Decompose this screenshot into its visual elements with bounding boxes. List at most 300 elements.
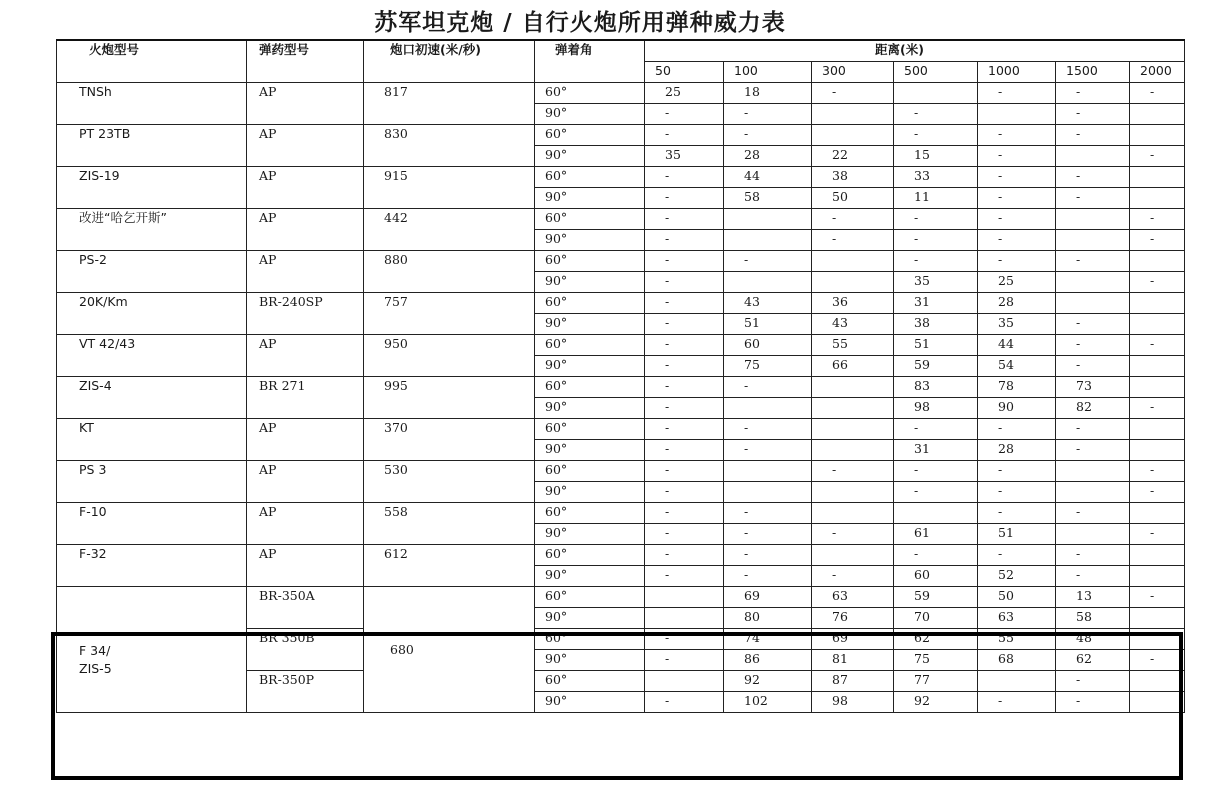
table-row: [57, 125, 1185, 146]
gun-model-cell: PT 23TB: [57, 125, 247, 167]
penetration-value-cell: [1130, 293, 1185, 314]
penetration-value-cell: -: [978, 188, 1056, 209]
penetration-value-cell: 82: [1056, 398, 1130, 419]
penetration-value-cell: -: [645, 356, 724, 377]
penetration-value-cell: -: [1056, 335, 1130, 356]
penetration-value-cell: [1130, 167, 1185, 188]
header-distance: 距离(米): [645, 40, 1185, 62]
penetration-value-cell: 86: [724, 650, 812, 671]
impact-angle-cell: 90°: [535, 356, 645, 377]
impact-angle-cell: 90°: [535, 146, 645, 167]
penetration-value-cell: 77: [894, 671, 978, 692]
penetration-value-cell: 102: [724, 692, 812, 713]
gun-model-line-1: F 34/: [79, 642, 111, 658]
penetration-value-cell: -: [645, 251, 724, 272]
impact-angle-cell: 60°: [535, 503, 645, 524]
table-row: [57, 167, 1185, 188]
ammo-type-cell: AP: [247, 419, 364, 461]
page-title: 苏军坦克炮 / 自行火炮所用弹种威力表: [374, 10, 786, 36]
penetration-value-cell: -: [1056, 251, 1130, 272]
penetration-value-cell: 76: [812, 608, 894, 629]
penetration-value-cell: 48: [1056, 629, 1130, 650]
penetration-value-cell: -: [978, 461, 1056, 482]
penetration-value-cell: [1130, 566, 1185, 587]
penetration-value-cell: 50: [812, 188, 894, 209]
penetration-value-cell: [812, 419, 894, 440]
penetration-value-cell: 28: [978, 440, 1056, 461]
penetration-value-cell: -: [645, 461, 724, 482]
penetration-value-cell: -: [978, 419, 1056, 440]
penetration-value-cell: -: [645, 293, 724, 314]
penetration-value-cell: [645, 587, 724, 608]
penetration-value-cell: 28: [978, 293, 1056, 314]
ammo-type-cell: BR 350B: [247, 629, 364, 671]
penetration-value-cell: 33: [894, 167, 978, 188]
table-body: [57, 83, 1185, 713]
penetration-value-cell: -: [978, 482, 1056, 503]
penetration-value-cell: -: [645, 167, 724, 188]
impact-angle-cell: 60°: [535, 83, 645, 104]
penetration-value-cell: -: [812, 83, 894, 104]
penetration-value-cell: -: [645, 545, 724, 566]
penetration-value-cell: 52: [978, 566, 1056, 587]
gun-model-cell: ZIS-19: [57, 167, 247, 209]
range-500: 500: [894, 62, 978, 83]
penetration-value-cell: -: [645, 482, 724, 503]
muzzle-velocity-cell: 442: [364, 209, 535, 251]
impact-angle-cell: 60°: [535, 377, 645, 398]
penetration-value-cell: [1056, 146, 1130, 167]
penetration-value-cell: 25: [645, 83, 724, 104]
penetration-value-cell: -: [812, 524, 894, 545]
ammo-type-cell: AP: [247, 83, 364, 125]
penetration-value-cell: -: [645, 209, 724, 230]
penetration-value-cell: -: [1056, 419, 1130, 440]
penetration-value-cell: -: [1056, 692, 1130, 713]
gun-model-cell: F-32: [57, 545, 247, 587]
penetration-value-cell: [1056, 209, 1130, 230]
penetration-value-cell: -: [894, 419, 978, 440]
impact-angle-cell: 90°: [535, 482, 645, 503]
gun-model-cell: 20K/Km: [57, 293, 247, 335]
table-row: [57, 251, 1185, 272]
penetration-value-cell: -: [1130, 650, 1185, 671]
penetration-value-cell: [978, 671, 1056, 692]
table-row: [57, 419, 1185, 440]
penetration-value-cell: [1130, 356, 1185, 377]
penetration-value-cell: -: [1056, 83, 1130, 104]
ammo-type-cell: AP: [247, 545, 364, 587]
penetration-value-cell: 81: [812, 650, 894, 671]
penetration-value-cell: [894, 503, 978, 524]
penetration-value-cell: -: [1056, 125, 1130, 146]
impact-angle-cell: 90°: [535, 650, 645, 671]
penetration-value-cell: -: [1130, 524, 1185, 545]
impact-angle-cell: 60°: [535, 629, 645, 650]
range-300: 300: [812, 62, 894, 83]
penetration-value-cell: [645, 671, 724, 692]
muzzle-velocity-cell: 830: [364, 125, 535, 167]
gun-model-line-2: ZIS-5: [79, 660, 112, 676]
penetration-value-cell: 75: [724, 356, 812, 377]
penetration-value-cell: 66: [812, 356, 894, 377]
penetration-value-cell: [894, 83, 978, 104]
penetration-value-cell: -: [894, 545, 978, 566]
penetration-value-cell: [724, 482, 812, 503]
impact-angle-cell: 90°: [535, 272, 645, 293]
penetration-value-cell: 38: [894, 314, 978, 335]
table-row: [57, 209, 1185, 230]
penetration-value-cell: [1056, 482, 1130, 503]
impact-angle-cell: 90°: [535, 566, 645, 587]
impact-angle-cell: 60°: [535, 125, 645, 146]
impact-angle-cell: 60°: [535, 545, 645, 566]
penetration-value-cell: [1130, 377, 1185, 398]
table-row: [57, 587, 1185, 608]
penetration-value-cell: -: [812, 230, 894, 251]
ammo-type-cell: BR-350P: [247, 671, 364, 713]
gun-model-cell: KT: [57, 419, 247, 461]
penetration-value-cell: 83: [894, 377, 978, 398]
penetration-value-cell: [812, 545, 894, 566]
penetration-value-cell: -: [1130, 335, 1185, 356]
penetration-value-cell: -: [1130, 587, 1185, 608]
impact-angle-cell: 90°: [535, 608, 645, 629]
penetration-value-cell: -: [1056, 104, 1130, 125]
penetration-value-cell: [1056, 293, 1130, 314]
header-ammo: 弹药型号: [247, 40, 364, 83]
penetration-value-cell: 43: [724, 293, 812, 314]
penetration-value-cell: 44: [724, 167, 812, 188]
penetration-value-cell: 50: [978, 587, 1056, 608]
penetration-value-cell: [812, 503, 894, 524]
penetration-value-cell: 58: [724, 188, 812, 209]
penetration-value-cell: -: [645, 650, 724, 671]
penetration-value-cell: [812, 125, 894, 146]
range-2000: 2000: [1130, 62, 1185, 83]
penetration-value-cell: [812, 440, 894, 461]
muzzle-velocity-cell: 612: [364, 545, 535, 587]
penetration-value-cell: -: [1056, 545, 1130, 566]
penetration-value-cell: [1130, 314, 1185, 335]
penetration-value-cell: -: [812, 209, 894, 230]
muzzle-velocity-cell: 370: [364, 419, 535, 461]
penetration-value-cell: 59: [894, 587, 978, 608]
penetration-value-cell: 38: [812, 167, 894, 188]
penetration-value-cell: 80: [724, 608, 812, 629]
penetration-value-cell: -: [724, 125, 812, 146]
ammo-type-cell: AP: [247, 125, 364, 167]
penetration-value-cell: -: [894, 104, 978, 125]
penetration-value-cell: 98: [812, 692, 894, 713]
penetration-value-cell: 25: [978, 272, 1056, 293]
penetration-value-cell: [724, 209, 812, 230]
impact-angle-cell: 60°: [535, 461, 645, 482]
penetration-value-cell: -: [978, 209, 1056, 230]
impact-angle-cell: 60°: [535, 671, 645, 692]
penetration-value-cell: 13: [1056, 587, 1130, 608]
penetration-value-cell: 43: [812, 314, 894, 335]
penetration-value-cell: 61: [894, 524, 978, 545]
penetration-value-cell: -: [1130, 230, 1185, 251]
penetration-value-cell: -: [978, 251, 1056, 272]
penetration-value-cell: -: [894, 209, 978, 230]
penetration-value-cell: [645, 608, 724, 629]
penetration-value-cell: -: [978, 692, 1056, 713]
penetration-value-cell: -: [645, 398, 724, 419]
penetration-value-cell: -: [978, 545, 1056, 566]
penetration-value-cell: 28: [724, 146, 812, 167]
ammo-type-cell: AP: [247, 209, 364, 251]
penetration-value-cell: -: [724, 503, 812, 524]
penetration-value-cell: 63: [812, 587, 894, 608]
penetration-value-cell: 31: [894, 440, 978, 461]
penetration-value-cell: [1130, 440, 1185, 461]
table-row: [57, 83, 1185, 104]
penetration-value-cell: -: [645, 377, 724, 398]
penetration-value-cell: [812, 104, 894, 125]
penetration-value-cell: -: [645, 629, 724, 650]
ammo-type-cell: BR-350A: [247, 587, 364, 629]
impact-angle-cell: 90°: [535, 104, 645, 125]
ammo-type-cell: BR 271: [247, 377, 364, 419]
penetration-value-cell: [1130, 503, 1185, 524]
penetration-value-cell: -: [645, 230, 724, 251]
penetration-value-cell: 36: [812, 293, 894, 314]
penetration-value-cell: -: [978, 146, 1056, 167]
penetration-value-cell: [724, 398, 812, 419]
muzzle-velocity-cell: 817: [364, 83, 535, 125]
penetration-value-cell: 35: [978, 314, 1056, 335]
penetration-value-cell: 15: [894, 146, 978, 167]
impact-angle-cell: 60°: [535, 209, 645, 230]
penetration-value-cell: -: [1056, 566, 1130, 587]
penetration-value-cell: -: [724, 524, 812, 545]
penetration-value-cell: -: [978, 167, 1056, 188]
penetration-value-cell: 92: [724, 671, 812, 692]
penetration-value-cell: 62: [1056, 650, 1130, 671]
penetration-value-cell: [1130, 125, 1185, 146]
impact-angle-cell: 60°: [535, 335, 645, 356]
penetration-value-cell: -: [1130, 398, 1185, 419]
penetration-value-cell: -: [724, 440, 812, 461]
penetration-value-cell: 75: [894, 650, 978, 671]
penetration-value-cell: [1056, 461, 1130, 482]
penetration-value-cell: -: [1130, 272, 1185, 293]
penetration-value-cell: 35: [645, 146, 724, 167]
penetration-value-cell: -: [724, 251, 812, 272]
penetration-value-cell: [1130, 251, 1185, 272]
penetration-value-cell: -: [645, 272, 724, 293]
penetration-value-cell: 31: [894, 293, 978, 314]
penetration-value-cell: 62: [894, 629, 978, 650]
penetration-value-cell: [1056, 524, 1130, 545]
penetration-value-cell: -: [724, 545, 812, 566]
range-100: 100: [724, 62, 812, 83]
penetration-value-cell: 58: [1056, 608, 1130, 629]
penetration-value-cell: 51: [894, 335, 978, 356]
header-velocity: 炮口初速(米/秒): [364, 40, 535, 83]
range-50: 50: [645, 62, 724, 83]
muzzle-velocity-cell: 950: [364, 335, 535, 377]
penetration-value-cell: -: [645, 419, 724, 440]
penetration-value-cell: -: [894, 482, 978, 503]
impact-angle-cell: 90°: [535, 230, 645, 251]
penetration-value-cell: 55: [978, 629, 1056, 650]
penetration-value-cell: 51: [724, 314, 812, 335]
penetration-value-cell: -: [1056, 314, 1130, 335]
penetration-value-cell: [1130, 545, 1185, 566]
penetration-value-cell: 60: [894, 566, 978, 587]
penetration-value-cell: [978, 104, 1056, 125]
penetration-value-cell: -: [1130, 461, 1185, 482]
header-gun: 火炮型号: [57, 40, 247, 83]
penetration-value-cell: 18: [724, 83, 812, 104]
penetration-value-cell: -: [812, 461, 894, 482]
penetration-value-cell: -: [645, 566, 724, 587]
penetration-value-cell: -: [645, 503, 724, 524]
penetration-value-cell: [724, 230, 812, 251]
penetration-table: [56, 39, 1185, 713]
penetration-value-cell: 44: [978, 335, 1056, 356]
penetration-value-cell: -: [894, 461, 978, 482]
penetration-value-cell: -: [724, 104, 812, 125]
penetration-value-cell: 69: [812, 629, 894, 650]
penetration-value-cell: -: [645, 524, 724, 545]
impact-angle-cell: 90°: [535, 524, 645, 545]
penetration-value-cell: -: [645, 188, 724, 209]
impact-angle-cell: 60°: [535, 419, 645, 440]
penetration-value-cell: -: [1056, 188, 1130, 209]
table-row: [57, 503, 1185, 524]
gun-model-cell: PS 3: [57, 461, 247, 503]
ammo-type-cell: AP: [247, 167, 364, 209]
penetration-value-cell: -: [1130, 146, 1185, 167]
table-row: [57, 377, 1185, 398]
table-row: [57, 545, 1185, 566]
table-header: [57, 40, 1185, 83]
ammo-type-cell: AP: [247, 503, 364, 545]
penetration-value-cell: 74: [724, 629, 812, 650]
penetration-value-cell: -: [894, 230, 978, 251]
penetration-value-cell: [812, 398, 894, 419]
muzzle-velocity-cell: 558: [364, 503, 535, 545]
penetration-value-cell: 54: [978, 356, 1056, 377]
penetration-value-cell: -: [1056, 167, 1130, 188]
penetration-value-cell: [1130, 188, 1185, 209]
penetration-value-cell: -: [1130, 83, 1185, 104]
penetration-value-cell: -: [645, 440, 724, 461]
penetration-value-cell: 68: [978, 650, 1056, 671]
penetration-value-cell: -: [978, 125, 1056, 146]
penetration-value-cell: -: [1056, 671, 1130, 692]
range-1000: 1000: [978, 62, 1056, 83]
penetration-value-cell: [1130, 692, 1185, 713]
header-angle: 弹着角: [535, 40, 645, 83]
penetration-value-cell: 35: [894, 272, 978, 293]
ammo-type-cell: AP: [247, 461, 364, 503]
penetration-value-cell: -: [894, 125, 978, 146]
impact-angle-cell: 60°: [535, 293, 645, 314]
penetration-value-cell: [812, 377, 894, 398]
penetration-value-cell: -: [645, 314, 724, 335]
muzzle-velocity-cell: 915: [364, 167, 535, 209]
penetration-value-cell: [1130, 104, 1185, 125]
penetration-value-cell: 98: [894, 398, 978, 419]
impact-angle-cell: 90°: [535, 188, 645, 209]
penetration-value-cell: 73: [1056, 377, 1130, 398]
penetration-value-cell: [1130, 608, 1185, 629]
penetration-value-cell: -: [645, 335, 724, 356]
ammo-type-cell: BR-240SP: [247, 293, 364, 335]
range-1500: 1500: [1056, 62, 1130, 83]
penetration-value-cell: -: [978, 503, 1056, 524]
gun-model-cell: VT 42/43: [57, 335, 247, 377]
penetration-value-cell: [724, 272, 812, 293]
muzzle-velocity-cell: 757: [364, 293, 535, 335]
penetration-value-cell: -: [645, 125, 724, 146]
penetration-value-cell: [1130, 419, 1185, 440]
penetration-value-cell: -: [1056, 440, 1130, 461]
penetration-value-cell: -: [1056, 356, 1130, 377]
muzzle-velocity-cell: 530: [364, 461, 535, 503]
impact-angle-cell: 90°: [535, 398, 645, 419]
penetration-value-cell: -: [978, 230, 1056, 251]
muzzle-velocity-cell: 680: [364, 587, 535, 713]
penetration-value-cell: 92: [894, 692, 978, 713]
gun-model-cell: [57, 587, 247, 713]
table-row: [57, 335, 1185, 356]
muzzle-velocity-cell: 995: [364, 377, 535, 419]
impact-angle-cell: 60°: [535, 167, 645, 188]
muzzle-velocity-cell: 880: [364, 251, 535, 293]
impact-angle-cell: 90°: [535, 440, 645, 461]
penetration-value-cell: -: [894, 251, 978, 272]
penetration-value-cell: -: [1056, 503, 1130, 524]
table-row: [57, 293, 1185, 314]
penetration-value-cell: 22: [812, 146, 894, 167]
ammo-type-cell: AP: [247, 251, 364, 293]
impact-angle-cell: 90°: [535, 314, 645, 335]
penetration-value-cell: 63: [978, 608, 1056, 629]
penetration-value-cell: -: [978, 83, 1056, 104]
penetration-value-cell: -: [645, 104, 724, 125]
penetration-value-cell: 78: [978, 377, 1056, 398]
gun-model-cell: 改进“哈乞开斯”: [57, 209, 247, 251]
penetration-value-cell: [812, 482, 894, 503]
penetration-value-cell: -: [724, 419, 812, 440]
penetration-value-cell: -: [724, 566, 812, 587]
ammo-type-cell: AP: [247, 335, 364, 377]
impact-angle-cell: 90°: [535, 692, 645, 713]
penetration-value-cell: [1056, 230, 1130, 251]
table-row: [57, 461, 1185, 482]
penetration-value-cell: 11: [894, 188, 978, 209]
penetration-value-cell: 60: [724, 335, 812, 356]
penetration-value-cell: [1130, 671, 1185, 692]
penetration-value-cell: 90: [978, 398, 1056, 419]
penetration-value-cell: -: [645, 692, 724, 713]
penetration-value-cell: [812, 251, 894, 272]
penetration-value-cell: -: [724, 377, 812, 398]
penetration-value-cell: 69: [724, 587, 812, 608]
penetration-value-cell: 59: [894, 356, 978, 377]
impact-angle-cell: 60°: [535, 587, 645, 608]
penetration-value-cell: [812, 272, 894, 293]
penetration-value-cell: [1130, 629, 1185, 650]
gun-model-cell: ZIS-4: [57, 377, 247, 419]
penetration-value-cell: -: [1130, 209, 1185, 230]
